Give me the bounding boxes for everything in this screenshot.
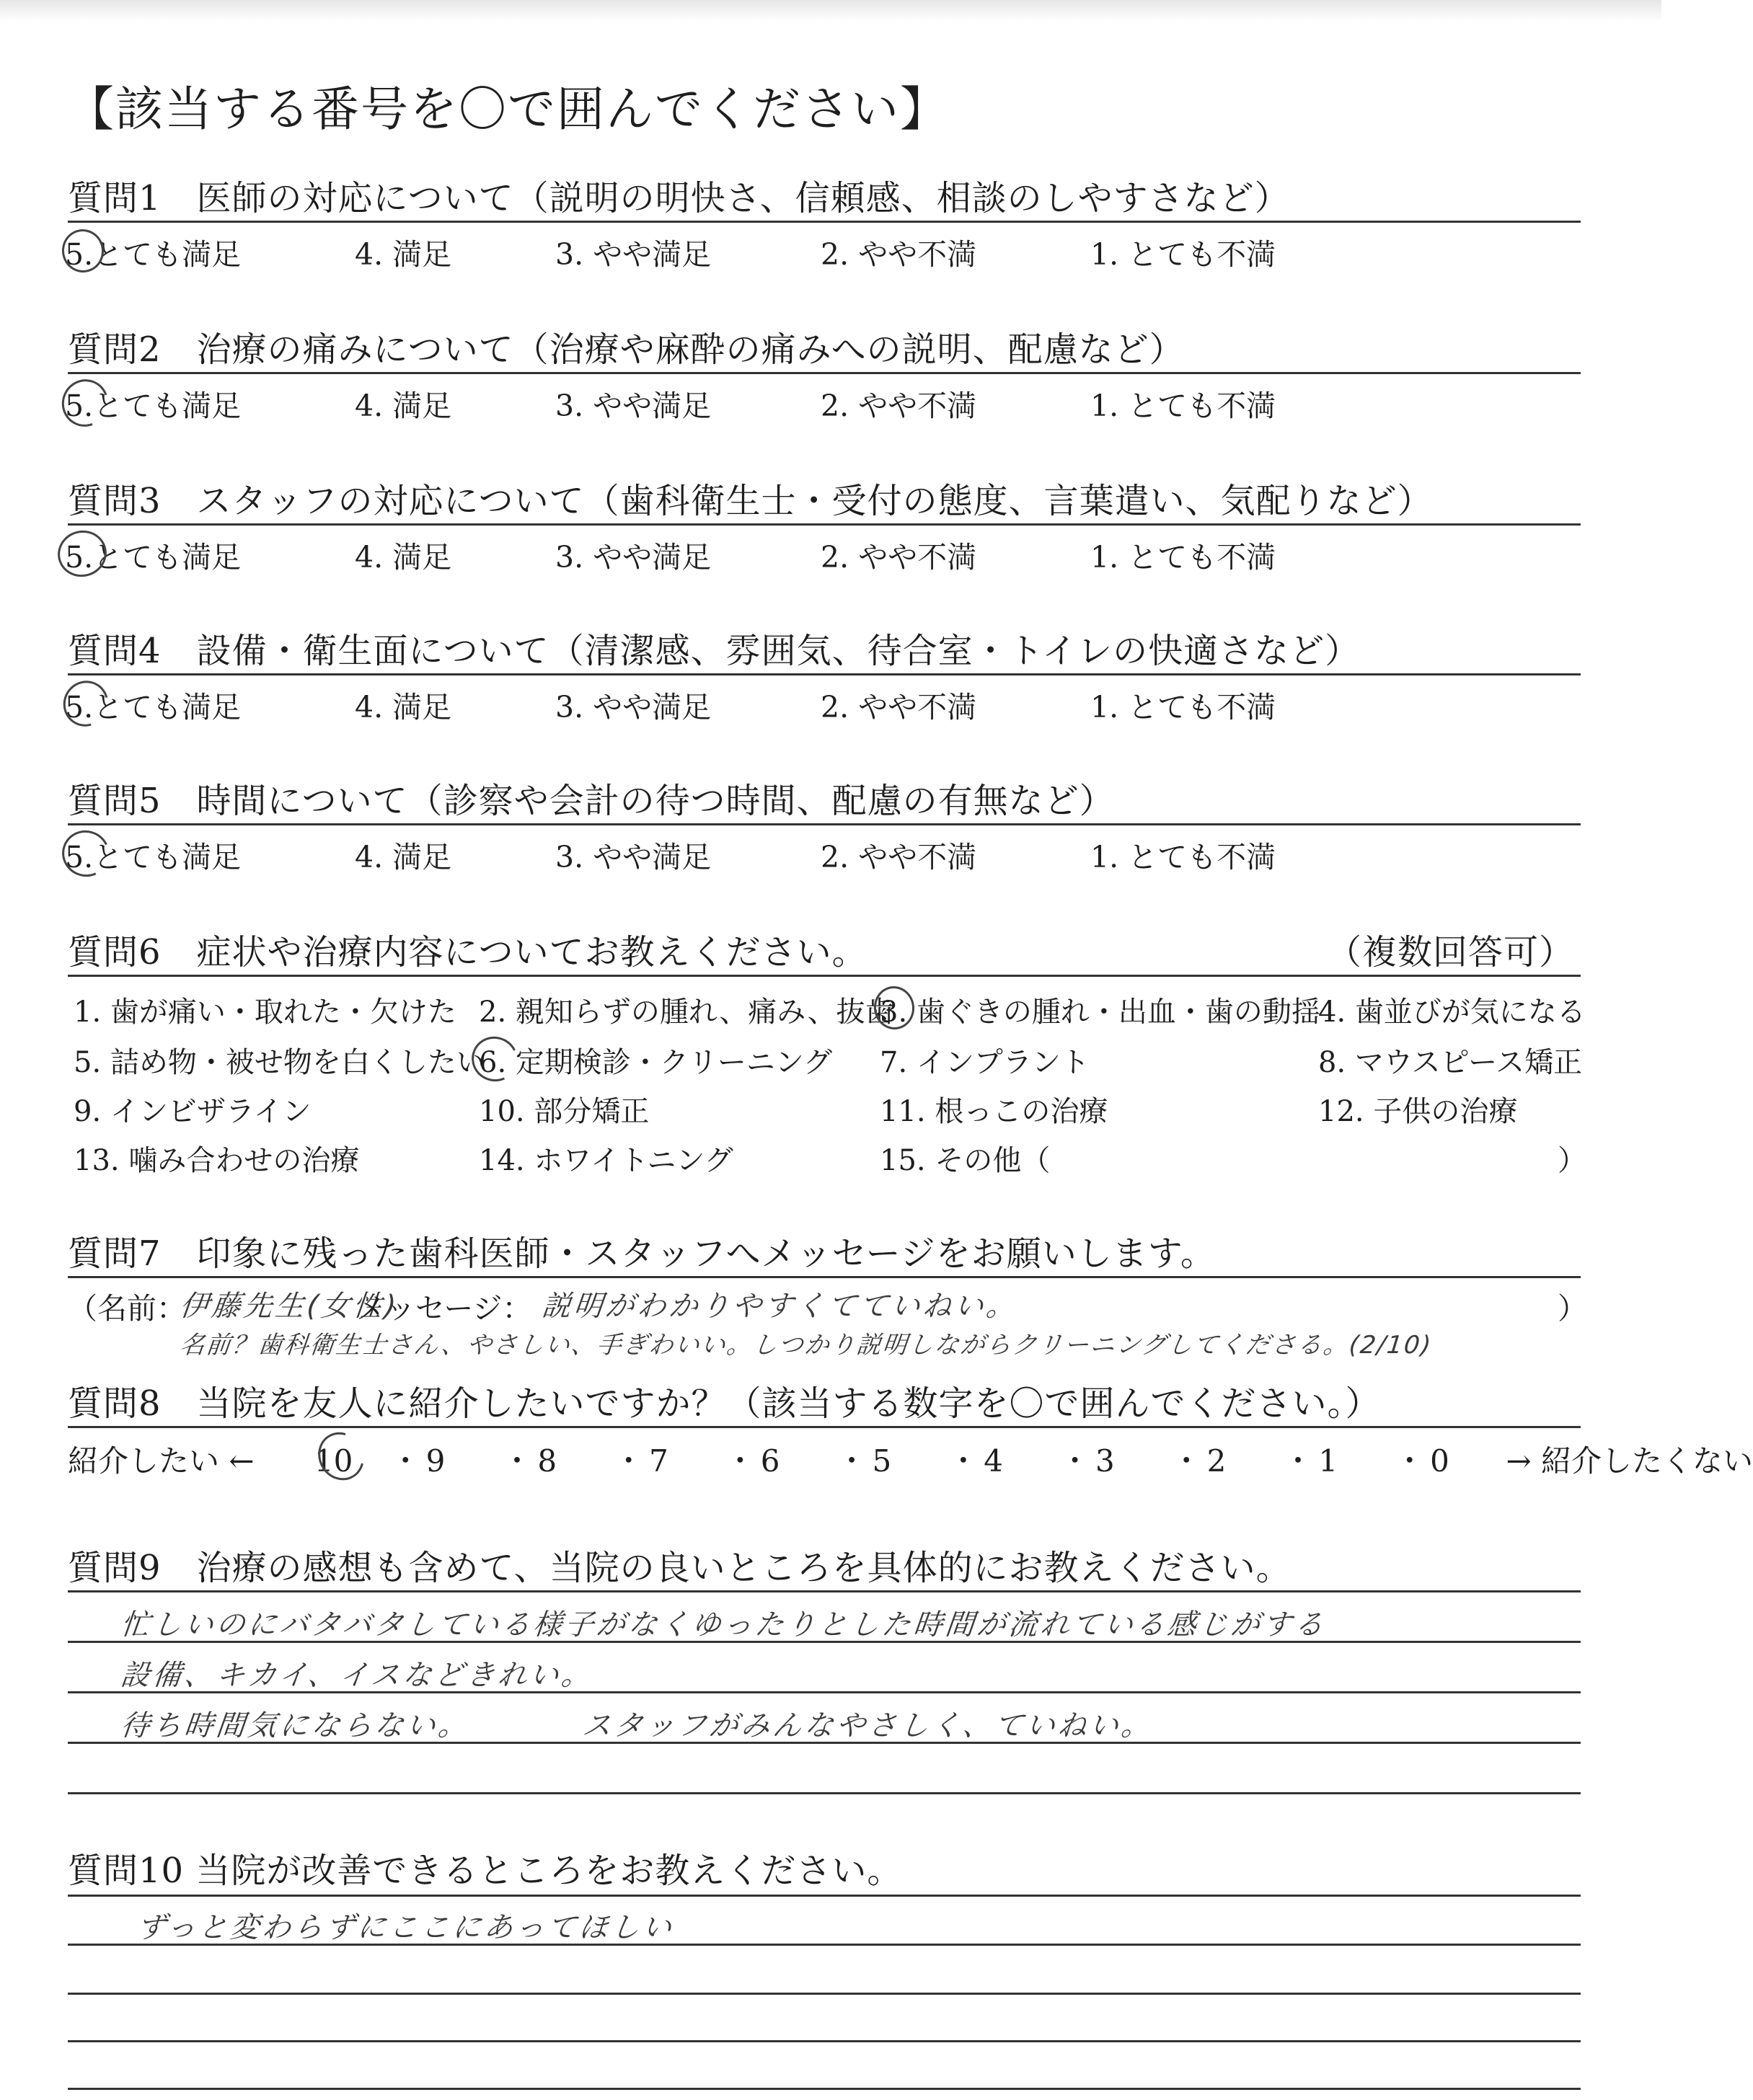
q1-option-1[interactable]: 1. とても不満 [1090, 237, 1276, 272]
q8-right-label: → 紹介したくない [1506, 1443, 1753, 1479]
q10-rule-3 [68, 1993, 1581, 1995]
q6-option-9[interactable]: 9. インビザライン [74, 1095, 312, 1128]
q2-heading: 質問2 治療の痛みについて（治療や麻酔の痛みへの説明、配慮など） [68, 329, 1185, 370]
q4-option-4[interactable]: 4. 満足 [355, 690, 452, 725]
q8-dot: ・ [1171, 1443, 1202, 1479]
q2-answer-circle [54, 372, 116, 435]
q6-option-4[interactable]: 4. 歯並びが気になる [1318, 996, 1586, 1029]
q8-number-3[interactable]: 3 [1095, 1443, 1115, 1479]
q3-rule [68, 523, 1581, 526]
q5-option-5[interactable]: 5.とても満足 [65, 840, 242, 874]
q6-option-1[interactable]: 1. 歯が痛い・取れた・欠けた [74, 996, 456, 1029]
q1-option-2[interactable]: 2. やや不満 [821, 237, 977, 272]
q3-option-4[interactable]: 4. 満足 [355, 540, 452, 575]
q9-heading: 質問9 治療の感想も含めて、当院の良いところを具体的にお教えください。 [68, 1548, 1291, 1588]
q6-option-13[interactable]: 13. 噛み合わせの治療 [74, 1144, 360, 1177]
q6-option-7[interactable]: 7. インプラント [880, 1046, 1090, 1079]
q4-option-3[interactable]: 3. やや満足 [555, 690, 712, 725]
q10-rule-1 [68, 1895, 1581, 1897]
q9-answer-line-1[interactable]: 忙しいのにバタバタしている様子がなくゆったりとした時間が流れている感じがする [119, 1608, 1328, 1642]
q1-option-4[interactable]: 4. 満足 [355, 237, 452, 272]
q6-other-close-paren: ） [1558, 1144, 1586, 1177]
q8-rule [68, 1426, 1581, 1428]
q8-number-10[interactable]: 10 [314, 1443, 353, 1479]
q9-rule-5 [68, 1792, 1581, 1794]
q6-option-15[interactable]: 15. その他（ [880, 1144, 1051, 1177]
q4-option-2[interactable]: 2. やや不満 [821, 690, 977, 725]
q3-option-5[interactable]: 5.とても満足 [65, 540, 242, 575]
q8-number-1[interactable]: 1 [1318, 1443, 1338, 1479]
q3-option-3[interactable]: 3. やや満足 [555, 540, 712, 575]
q6-heading: 質問6 症状や治療内容についてお教えください。 [68, 932, 867, 973]
q2-option-4[interactable]: 4. 満足 [355, 389, 452, 423]
q7-name-value[interactable]: 伊藤先生(女性) [178, 1290, 401, 1323]
q8-dot: ・ [613, 1443, 644, 1479]
q7-close-paren: ） [1558, 1291, 1587, 1326]
q6-multi-note: （複数回答可） [1327, 932, 1575, 973]
q1-heading: 質問1 医師の対応について（説明の明快さ、信頼感、相談のしやすさなど） [68, 178, 1290, 218]
q2-rule [68, 372, 1581, 374]
q7-message-value[interactable]: 説明がわかりやすくてていねい。 [540, 1290, 1020, 1323]
q5-rule [68, 823, 1581, 825]
q8-dot: ・ [1059, 1443, 1090, 1479]
q6-option-6[interactable]: 6. 定期検診・クリーニング [479, 1046, 833, 1079]
q5-option-4[interactable]: 4. 満足 [355, 840, 452, 874]
q6-rule [68, 975, 1581, 977]
q8-dot: ・ [836, 1443, 867, 1479]
q7-name-label: （名前： [68, 1291, 186, 1326]
q9-answer-line-2[interactable]: 設備、キカイ、イスなどきれい。 [119, 1659, 595, 1692]
q2-option-3[interactable]: 3. やや満足 [555, 389, 712, 423]
q9-rule-2 [68, 1641, 1581, 1643]
q5-option-2[interactable]: 2. やや不満 [821, 840, 977, 874]
q8-dot: ・ [725, 1443, 756, 1479]
q8-left-label: 紹介したい ← [68, 1443, 255, 1479]
q10-heading: 質問10 当院が改善できるところをお教えください。 [68, 1851, 903, 1891]
q5-heading: 質問5 時間について（診察や会計の待つ時間、配慮の有無など） [68, 781, 1115, 821]
q2-option-1[interactable]: 1. とても不満 [1090, 389, 1276, 423]
q1-rule [68, 221, 1581, 223]
q2-option-2[interactable]: 2. やや不満 [821, 389, 977, 423]
q8-number-2[interactable]: 2 [1206, 1443, 1227, 1479]
q9-rule-1 [68, 1590, 1581, 1592]
scan-edge [0, 0, 1661, 22]
q7-message-label: メッセージ： [356, 1291, 532, 1326]
q10-rule-2 [68, 1944, 1581, 1946]
q8-dot: ・ [1283, 1443, 1314, 1479]
q4-option-1[interactable]: 1. とても不満 [1090, 690, 1276, 725]
q1-option-3[interactable]: 3. やや満足 [555, 237, 712, 272]
q8-dot: ・ [390, 1443, 421, 1479]
q7-rule [68, 1276, 1581, 1278]
q7-heading: 質問7 印象に残った歯科医師・スタッフへメッセージをお願いします。 [68, 1233, 1216, 1274]
q7-extra-message[interactable]: 名前？歯科衛生士さん、やさしい、手ぎわいい。しつかり説明しながらクリーニングしてくださる。(2/10) [178, 1331, 1434, 1360]
q8-number-0[interactable]: 0 [1430, 1443, 1449, 1479]
q8-number-8[interactable]: 8 [537, 1443, 557, 1479]
q8-number-9[interactable]: 9 [425, 1443, 446, 1479]
q8-dot: ・ [1394, 1443, 1425, 1479]
q6-option-14[interactable]: 14. ホワイトニング [479, 1144, 733, 1177]
q3-heading: 質問3 スタッフの対応について（歯科衛生士・受付の態度、言葉遣い、気配りなど） [68, 481, 1433, 521]
q6-option-5[interactable]: 5. 詰め物・被せ物を白くしたい [74, 1046, 485, 1079]
q5-option-3[interactable]: 3. やや満足 [555, 840, 712, 874]
q4-heading: 質問4 設備・衛生面について（清潔感、雰囲気、待合室・トイレの快適さなど） [68, 631, 1361, 671]
q6-option-12[interactable]: 12. 子供の治療 [1318, 1095, 1518, 1128]
q6-option-11[interactable]: 11. 根っこの治療 [880, 1095, 1108, 1128]
q1-option-5[interactable]: 5.とても満足 [65, 237, 242, 272]
q8-number-7[interactable]: 7 [649, 1443, 668, 1479]
q4-rule [68, 673, 1581, 675]
q6-option-3[interactable]: 3. 歯ぐきの腫れ・出血・歯の動揺 [880, 996, 1320, 1029]
q9-answer-line-3[interactable]: 待ち時間気にならない。 スタッフがみんなやさしく、ていねい。 [119, 1709, 1155, 1742]
q5-option-1[interactable]: 1. とても不満 [1090, 840, 1276, 874]
q10-rule-5 [68, 2088, 1581, 2090]
q6-option-10[interactable]: 10. 部分矯正 [479, 1095, 650, 1128]
q3-option-2[interactable]: 2. やや不満 [821, 540, 977, 575]
page-title: 【該当する番号を〇で囲んでください】 [66, 81, 949, 137]
q6-option-8[interactable]: 8. マウスピース矯正 [1318, 1046, 1583, 1079]
q8-heading: 質問8 当院を友人に紹介したいですか？（該当する数字を〇で囲んでください。） [68, 1383, 1381, 1424]
q4-option-5[interactable]: 5.とても満足 [65, 690, 242, 725]
q9-rule-4 [68, 1742, 1581, 1744]
q10-rule-4 [68, 2040, 1581, 2042]
q8-dot: ・ [948, 1443, 979, 1479]
q6-option-2[interactable]: 2. 親知らずの腫れ、痛み、抜歯 [479, 996, 894, 1029]
q3-option-1[interactable]: 1. とても不満 [1090, 540, 1276, 575]
q9-rule-3 [68, 1691, 1581, 1693]
q8-number-5[interactable]: 5 [872, 1443, 892, 1479]
q8-dot: ・ [501, 1443, 532, 1479]
q8-number-4[interactable]: 4 [984, 1443, 1003, 1479]
q2-option-5[interactable]: 5.とても満足 [65, 389, 242, 423]
q10-answer-line-1[interactable]: ずっと変わらずにここにあってほしい [135, 1911, 676, 1944]
q8-number-6[interactable]: 6 [760, 1443, 780, 1479]
